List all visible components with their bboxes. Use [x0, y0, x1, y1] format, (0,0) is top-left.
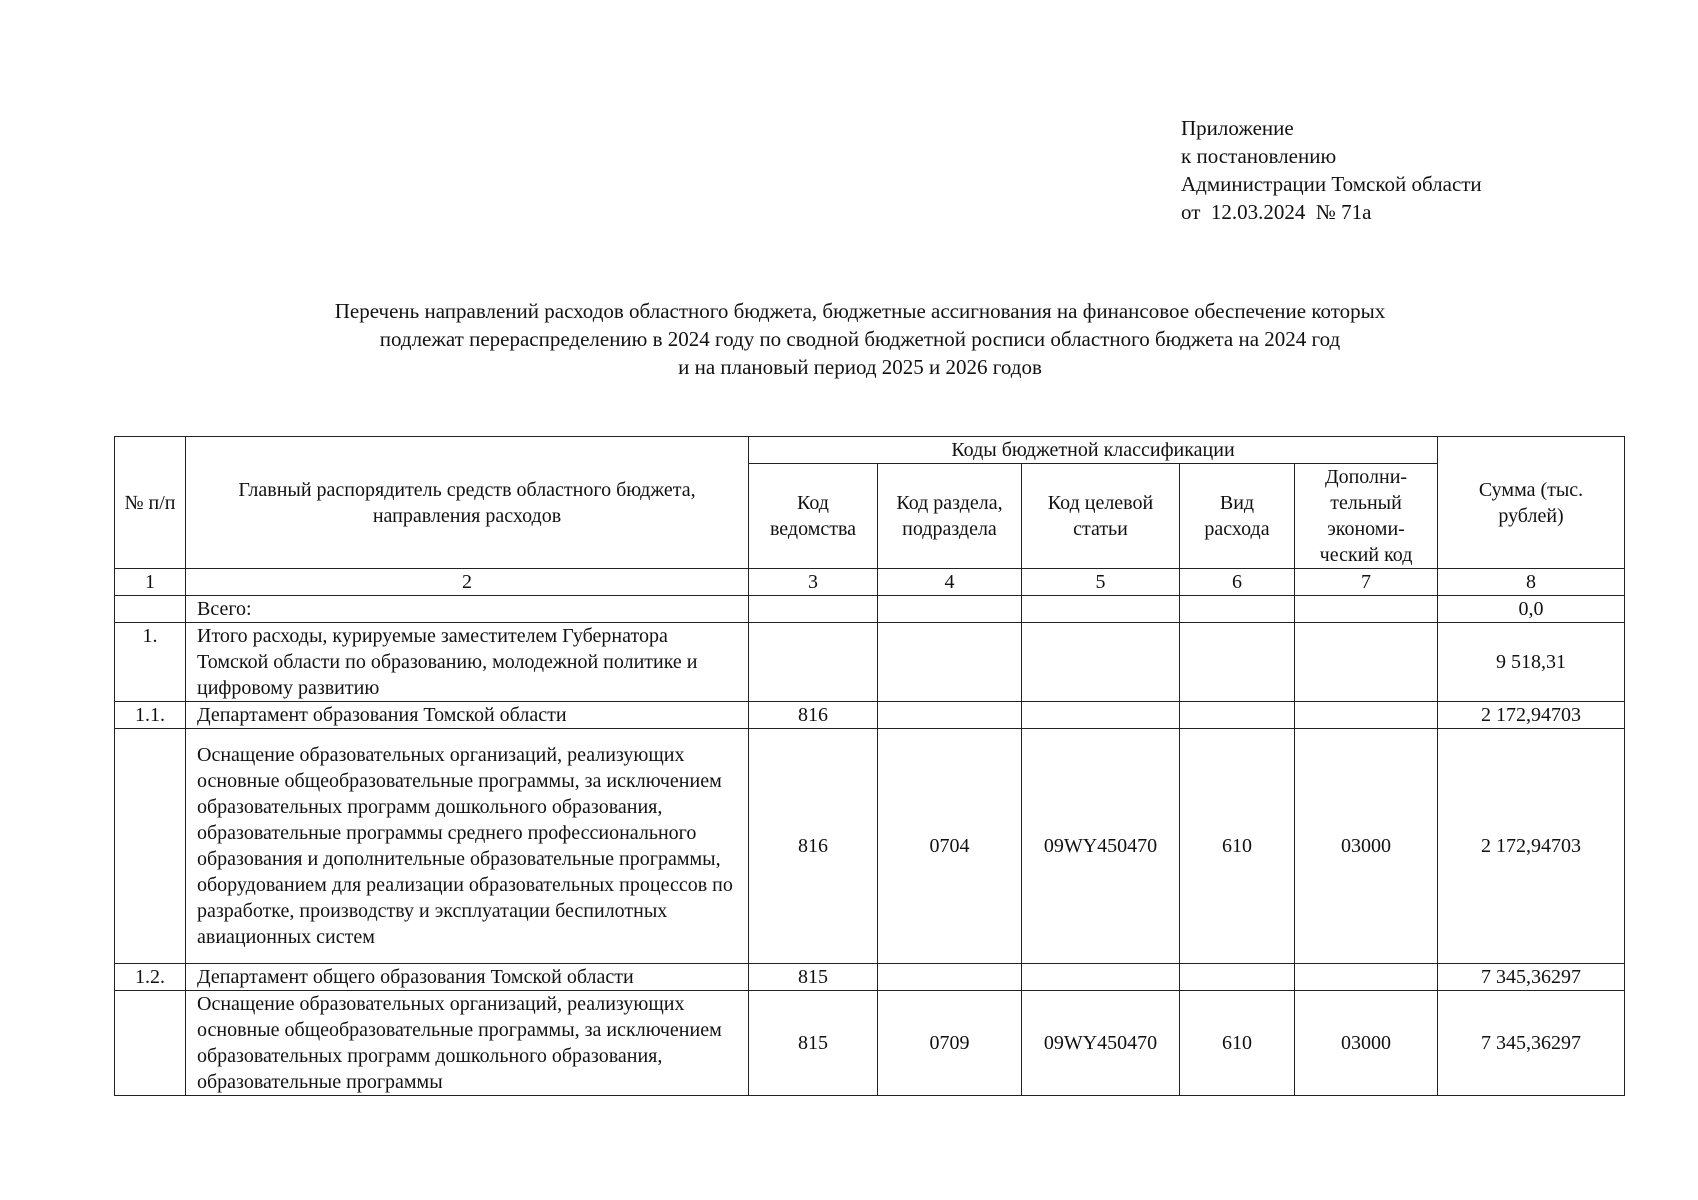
row-vid: 610	[1180, 729, 1295, 964]
row-razdel: 0704	[878, 729, 1022, 964]
budget-table	[114, 436, 1625, 1096]
appendix-line: Приложение	[1181, 116, 1294, 140]
column-number: 4	[878, 569, 1022, 596]
row-name: Итого расходы, курируемые заместителем Губернатора Томской области по образованию, молодежной политике и цифровому развитию	[186, 623, 749, 702]
row-vedomstvo: 816	[749, 729, 878, 964]
row-name: Оснащение образовательных организаций, реализующих основные общеобразовательные программы, за исключением образовательных программ дошкольного образования, образовательные программы среднего профессионального образования и дополнительные образовательные программы, оборудованием для реализации образовательных процессов по разработке, производству и эксплуатации беспилотных авиационных систем	[186, 729, 749, 964]
table-row	[115, 991, 1625, 1096]
row-target	[1022, 596, 1180, 623]
row-vid: 610	[1180, 991, 1295, 1096]
column-number: 8	[1438, 569, 1625, 596]
document-title	[160, 297, 1560, 381]
row-target: 09WY450470	[1022, 729, 1180, 964]
row-sum: 9 518,31	[1438, 623, 1625, 702]
row-num	[115, 729, 186, 964]
row-target	[1022, 964, 1180, 991]
row-sum: 7 345,36297	[1438, 964, 1625, 991]
row-sum: 2 172,94703	[1438, 729, 1625, 964]
table-row	[115, 729, 1625, 964]
table-row	[115, 964, 1625, 991]
row-vedomstvo: 816	[749, 702, 878, 729]
row-extra	[1295, 702, 1438, 729]
appendix-line: Администрации Томской области	[1181, 172, 1482, 196]
row-num: 1.2.	[115, 964, 186, 991]
row-target	[1022, 702, 1180, 729]
row-vedomstvo	[749, 596, 878, 623]
header-sum: Сумма (тыс. рублей)	[1438, 437, 1625, 569]
column-number: 3	[749, 569, 878, 596]
column-number: 1	[115, 569, 186, 596]
column-number: 6	[1180, 569, 1295, 596]
row-vid	[1180, 596, 1295, 623]
row-name: Всего:	[186, 596, 749, 623]
row-razdel	[878, 702, 1022, 729]
table-row	[115, 702, 1625, 729]
row-name: Оснащение образовательных организаций, реализующих основные общеобразовательные программы, за исключением образовательных программ дошкольного образования, образовательные программы	[186, 991, 749, 1096]
header-vedomstvo: Код ведомства	[749, 464, 878, 569]
column-number: 5	[1022, 569, 1180, 596]
title-line: подлежат перераспределению в 2024 году по сводной бюджетной росписи областного бюджета на 2024 год	[379, 327, 1341, 351]
column-number: 7	[1295, 569, 1438, 596]
header-extra: Дополни-тельный экономи-ческий код	[1295, 464, 1438, 569]
row-num: 1.	[115, 623, 186, 702]
row-num: 1.1.	[115, 702, 186, 729]
title-line: и на плановый период 2025 и 2026 годов	[678, 355, 1042, 379]
row-extra: 03000	[1295, 729, 1438, 964]
table-body	[115, 596, 1625, 1096]
row-vedomstvo	[749, 623, 878, 702]
row-name: Департамент общего образования Томской области	[186, 964, 749, 991]
row-target: 09WY450470	[1022, 991, 1180, 1096]
table-header	[115, 437, 1625, 596]
row-num	[115, 991, 186, 1096]
header-vid: Вид расхода	[1180, 464, 1295, 569]
row-vedomstvo: 815	[749, 991, 878, 1096]
row-name: Департамент образования Томской области	[186, 702, 749, 729]
table-row	[115, 623, 1625, 702]
header-codes-group: Коды бюджетной классификации	[749, 437, 1438, 464]
row-razdel	[878, 596, 1022, 623]
row-target	[1022, 623, 1180, 702]
row-vedomstvo: 815	[749, 964, 878, 991]
row-sum: 2 172,94703	[1438, 702, 1625, 729]
row-extra: 03000	[1295, 991, 1438, 1096]
column-number-row	[115, 569, 1625, 596]
header-num: № п/п	[115, 437, 186, 569]
row-vid	[1180, 702, 1295, 729]
header-name: Главный распорядитель средств областного бюджета, направления расходов	[186, 437, 749, 569]
column-number: 2	[186, 569, 749, 596]
row-sum: 0,0	[1438, 596, 1625, 623]
table-row	[115, 596, 1625, 623]
row-razdel	[878, 964, 1022, 991]
row-extra	[1295, 964, 1438, 991]
row-vid	[1180, 964, 1295, 991]
row-extra	[1295, 596, 1438, 623]
appendix-line: к постановлению	[1181, 144, 1337, 168]
row-razdel	[878, 623, 1022, 702]
row-extra	[1295, 623, 1438, 702]
title-line: Перечень направлений расходов областного бюджета, бюджетные ассигнования на финансовое обеспечение которых	[334, 299, 1386, 323]
appendix-block	[1181, 114, 1482, 226]
row-sum: 7 345,36297	[1438, 991, 1625, 1096]
row-razdel: 0709	[878, 991, 1022, 1096]
appendix-date-number: от 12.03.2024 № 71а	[1181, 200, 1372, 224]
row-num	[115, 596, 186, 623]
header-razdel: Код раздела, подраздела	[878, 464, 1022, 569]
header-target: Код целевой статьи	[1022, 464, 1180, 569]
row-vid	[1180, 623, 1295, 702]
